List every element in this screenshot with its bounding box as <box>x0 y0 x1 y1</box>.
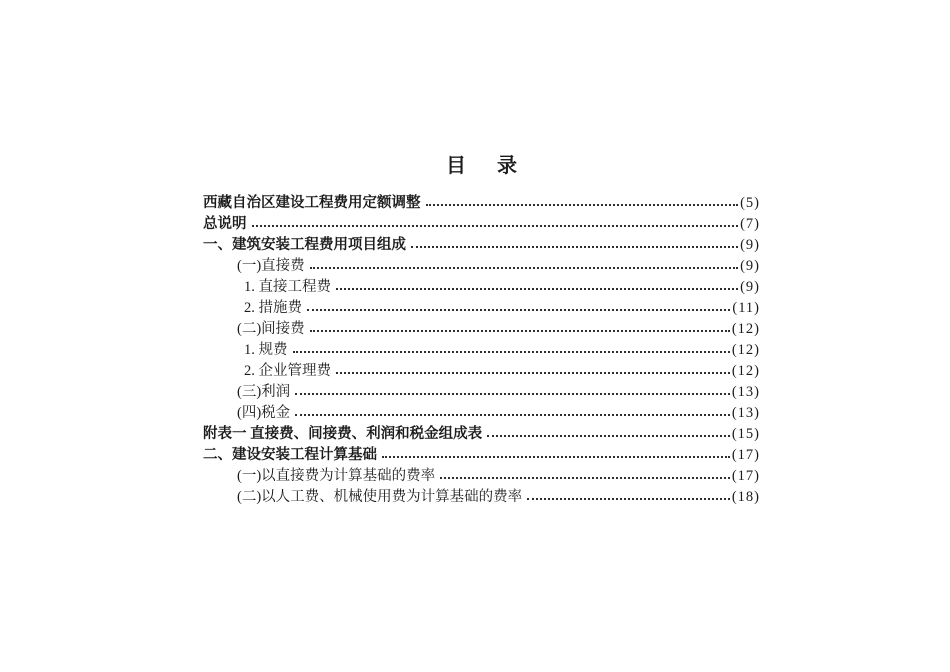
toc-entry <box>203 277 760 298</box>
page-number: (9) <box>740 237 760 253</box>
toc-entry-label: 一、建筑安装工程费用项目组成 <box>203 237 406 253</box>
toc-entry <box>203 235 760 256</box>
toc-entry <box>203 340 760 361</box>
toc-entry <box>203 403 760 424</box>
toc-entry <box>203 487 760 508</box>
page-number: (5) <box>740 195 760 211</box>
toc-entry <box>203 466 760 487</box>
dot-leader <box>310 330 730 332</box>
dot-leader <box>336 372 730 374</box>
page-number: (12) <box>731 342 760 358</box>
dot-leader <box>336 288 738 290</box>
page-number: (17) <box>731 447 760 463</box>
toc-entry-label: (一)以直接费为计算基础的费率 <box>237 468 436 484</box>
dot-leader <box>252 225 739 227</box>
dot-leader <box>295 393 730 395</box>
toc-entry-label: 1. 规费 <box>244 342 288 358</box>
toc-entry <box>203 382 760 403</box>
toc-entry <box>203 214 760 235</box>
dot-leader <box>307 309 730 311</box>
dot-leader <box>527 498 730 500</box>
toc-entry <box>203 424 760 445</box>
toc-entry-label: 二、建设安装工程计算基础 <box>203 447 377 463</box>
page-number: (11) <box>732 300 760 316</box>
dot-leader <box>487 435 730 437</box>
page-number: (12) <box>731 363 760 379</box>
toc-entry <box>203 298 760 319</box>
page-number: (12) <box>731 321 760 337</box>
dot-leader <box>411 246 738 248</box>
toc-entry-label: 2. 措施费 <box>244 300 302 316</box>
dot-leader <box>310 267 738 269</box>
page-number: (13) <box>731 405 760 421</box>
page-number: (15) <box>731 426 760 442</box>
toc-entry-label: (二)间接费 <box>237 321 305 337</box>
toc-entry-label: 总说明 <box>203 216 247 232</box>
dot-leader <box>295 414 730 416</box>
toc-entry <box>203 193 760 214</box>
toc-entry-label: (二)以人工费、机械使用费为计算基础的费率 <box>237 489 523 505</box>
toc-entry-label: 1. 直接工程费 <box>244 279 331 295</box>
page-number: (13) <box>731 384 760 400</box>
toc-entry-label: (四)税金 <box>237 405 291 421</box>
toc-entry <box>203 361 760 382</box>
page-number: (7) <box>740 216 760 232</box>
page-number: (9) <box>740 279 760 295</box>
page-title: 目 录 <box>446 155 517 177</box>
toc-entry-label: (三)利润 <box>237 384 291 400</box>
toc-entry-label: 2. 企业管理费 <box>244 363 331 379</box>
page-number: (18) <box>731 489 760 505</box>
toc-entry <box>203 319 760 340</box>
toc-entry-label: (一)直接费 <box>237 258 305 274</box>
toc-entry-label: 附表一 直接费、间接费、利润和税金组成表 <box>203 426 483 442</box>
toc-entry <box>203 256 760 277</box>
toc-entry-label: 西藏自治区建设工程费用定额调整 <box>203 195 421 211</box>
toc-entry <box>203 445 760 466</box>
page-number: (9) <box>740 258 760 274</box>
table-of-contents <box>203 193 760 508</box>
page-number: (17) <box>731 468 760 484</box>
dot-leader <box>426 204 739 206</box>
dot-leader <box>293 351 730 353</box>
dot-leader <box>382 456 730 458</box>
dot-leader <box>440 477 730 479</box>
